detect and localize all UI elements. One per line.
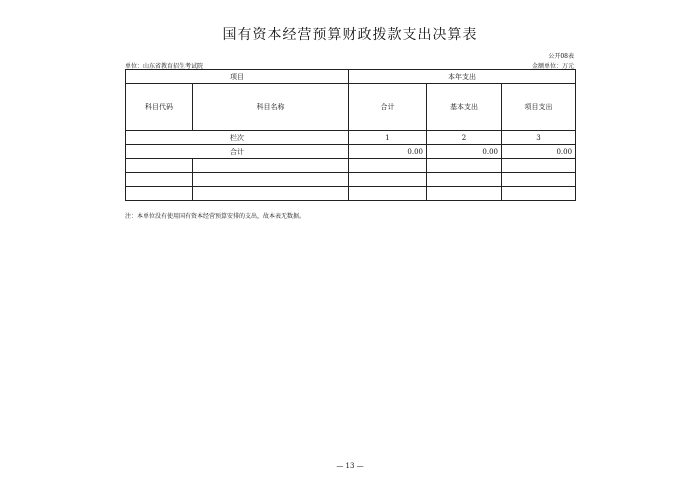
- empty-cell: [126, 187, 193, 201]
- expenditure-table: [125, 69, 576, 201]
- empty-cell: [427, 187, 502, 201]
- empty-row: [126, 173, 576, 187]
- col-code-header: 科目代码: [126, 84, 193, 131]
- empty-cell: [126, 173, 193, 187]
- page-number: — 13 —: [336, 462, 364, 470]
- unit-label: 单位：山东省教育招生考试院: [125, 63, 204, 70]
- header-project: 项目: [126, 70, 349, 84]
- empty-row: [126, 159, 576, 173]
- empty-cell: [502, 173, 576, 187]
- total-row: [126, 145, 576, 159]
- empty-cell: [193, 187, 349, 201]
- empty-cell: [126, 159, 193, 173]
- empty-cell: [502, 159, 576, 173]
- report-title: 国有资本经营预算财政拨款支出决算表: [222, 27, 478, 43]
- header-row-2: [126, 84, 576, 131]
- seq-1: 1: [349, 131, 427, 145]
- amount-unit: 金额单位：万元: [531, 63, 574, 70]
- basic-total-value: 0.00: [427, 145, 502, 159]
- seq-label: 栏次: [126, 131, 349, 145]
- total-value: 0.00: [349, 145, 427, 159]
- meta-row: [125, 61, 574, 69]
- empty-cell: [349, 173, 427, 187]
- header-current-year: 本年支出: [349, 70, 576, 84]
- empty-cell: [349, 187, 427, 201]
- empty-cell: [193, 159, 349, 173]
- empty-cell: [502, 187, 576, 201]
- col-total-header: 合计: [349, 84, 427, 131]
- header-row-1: [126, 70, 576, 84]
- sequence-row: [126, 131, 576, 145]
- form-code: 公开08表: [548, 53, 574, 60]
- seq-3: 3: [502, 131, 576, 145]
- empty-cell: [427, 173, 502, 187]
- col-project-header: 项目支出: [502, 84, 576, 131]
- empty-cell: [349, 159, 427, 173]
- col-basic-header: 基本支出: [427, 84, 502, 131]
- seq-2: 2: [427, 131, 502, 145]
- empty-row: [126, 187, 576, 201]
- total-label: 合计: [126, 145, 349, 159]
- footnote: 注：本单位没有使用国有资本经营预算安排的支出，故本表无数据。: [125, 213, 306, 220]
- empty-cell: [193, 173, 349, 187]
- empty-cell: [427, 159, 502, 173]
- project-total-value: 0.00: [502, 145, 576, 159]
- col-name-header: 科目名称: [193, 84, 349, 131]
